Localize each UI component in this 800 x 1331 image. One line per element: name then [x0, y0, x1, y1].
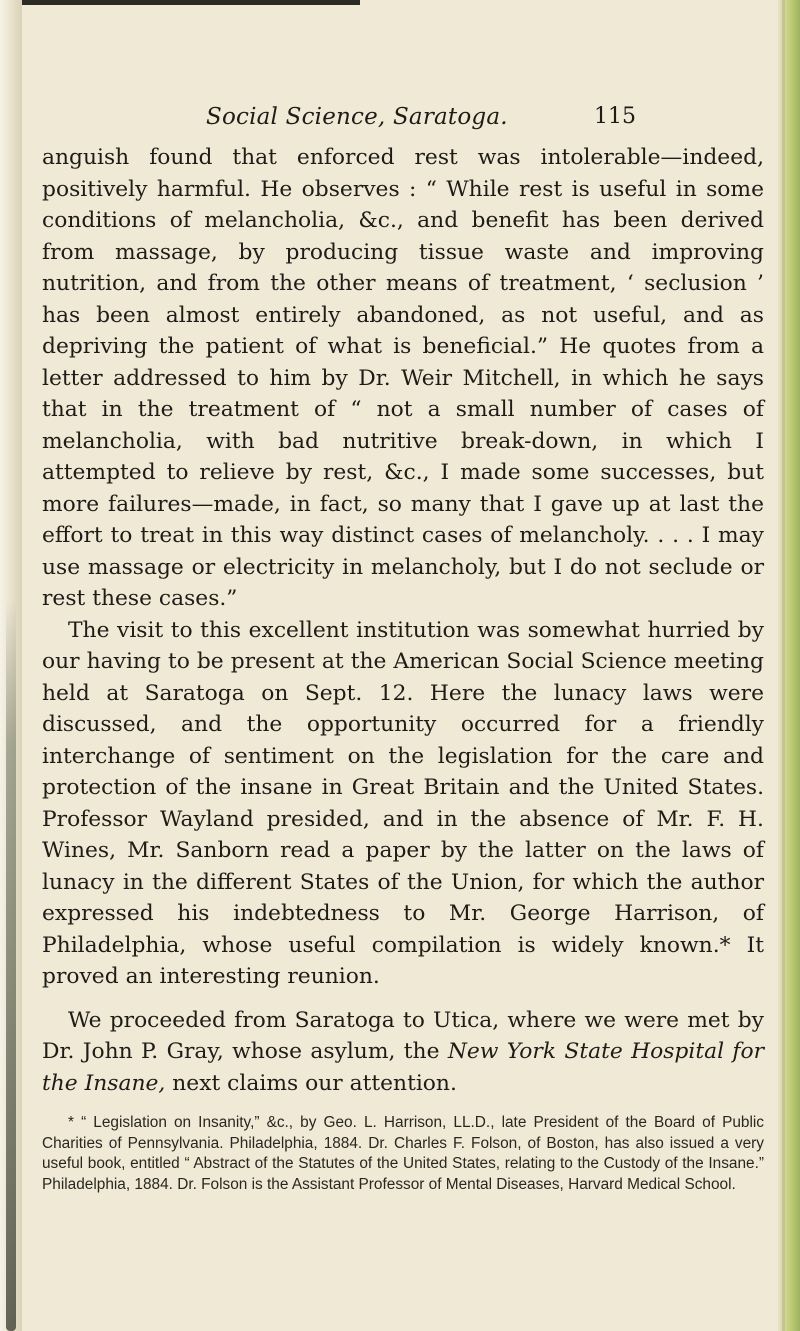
paragraph-utica-text-end: next claims our attention. — [165, 1070, 457, 1096]
running-header — [42, 104, 764, 142]
paragraph-saratoga-visit: The visit to this excellent institution was somewhat hurried by our having to be present at the American Social Science meeting held at Saratoga on Sept. 12. Here the lunacy laws were discussed, and the opportunity occurred for a friendly interchange of sentiment on the legislation for the care and protection of the insane in Great Britain and the United States. Professor Wayland presided, and in the absence of Mr. F. H. Wines, Mr. Sanborn read a paper by the latter on the laws of lunacy in the different States of the Union, for which the author expressed his indebtedness to Mr. George Harrison, of Philadelphia, whose useful compilation is widely known.* It proved an interesting reunion. — [42, 617, 764, 989]
paragraph-utica — [42, 1005, 764, 1100]
running-title: Social Science, Saratoga. — [206, 104, 508, 130]
book-page-edge-right — [778, 0, 800, 1331]
page-top-edge-shadow — [0, 0, 360, 5]
book-gutter-left — [0, 0, 22, 1331]
footnote: * “ Legislation on Insanity,” &c., by Geo. L. Harrison, LL.D., late President of the Board of Public Charities of Pennsylvania. Philadelphia, 1884. Dr. Charles F. Folson, of Boston, has also issued a very useful book, entitled “ Abstract of the Statutes of the United States, relating to the Custody of the Insane.” Philadelphia, 1884. Dr. Folson is the Assistant Professor of Mental Diseases, Harvard Medical School. — [42, 1114, 764, 1193]
asylum-name-italic: New York State Hospital for the Insane, — [42, 1039, 764, 1096]
book-page — [42, 104, 764, 1195]
paragraph-utica-text-start: We proceeded from Saratoga to Utica, where we were met by Dr. John P. Gray, whose asylum, the — [42, 1007, 764, 1064]
paragraph-continuation: anguish found that enforced rest was intolerable—indeed, positively harmful. He observes : “ While rest is useful in some conditions of melancholia, &c., and benefit has been derived from massage, by producing tissue waste and improving nutrition, and from the other means of treatment, ‘ seclusion ’ has been almost entirely abandoned, as not useful, and as depriving the patient of what is beneficial.” He quotes from a letter addressed to him by Dr. Weir Mitchell, in which he says that in the treatment of “ not a small number of cases of melancholia, with bad nutritive break-down, in which I attempted to relieve by rest, &c., I made some successes, but more failures—made, in fact, so many that I gave up at last the effort to treat in this way distinct cases of melancholy. . . . I may use massage or electricity in melancholy, but I do not seclude or rest these cases.” — [42, 145, 764, 611]
page-number: 115 — [594, 104, 636, 129]
